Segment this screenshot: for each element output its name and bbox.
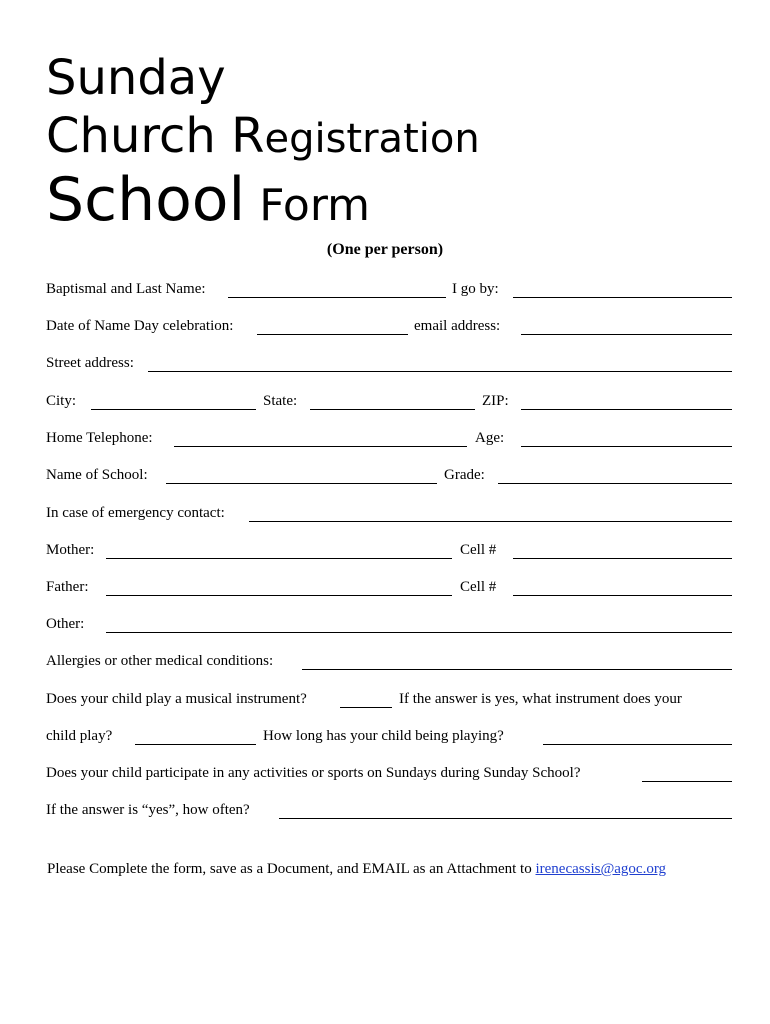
form-row-name <box>46 281 732 301</box>
father-cell-label: Cell # <box>460 579 497 595</box>
state-label: State: <box>263 393 298 409</box>
mother-cell-field[interactable] <box>513 558 732 559</box>
baptismal-name-label: Baptismal and Last Name: <box>46 281 206 297</box>
street-label: Street address: <box>46 355 134 371</box>
child-play-label: child play? <box>46 728 113 744</box>
how-often-label: If the answer is “yes”, how often? <box>46 802 250 818</box>
email-field[interactable] <box>521 334 732 335</box>
city-field[interactable] <box>91 409 256 410</box>
title-form-text: Form <box>245 180 371 231</box>
name-day-label: Date of Name Day celebration: <box>46 318 234 334</box>
title-line-sunday: Sunday <box>46 50 226 106</box>
zip-field[interactable] <box>521 409 732 410</box>
baptismal-name-field[interactable] <box>228 297 446 298</box>
allergies-field[interactable] <box>302 669 732 670</box>
grade-field[interactable] <box>498 483 732 484</box>
how-often-field[interactable] <box>279 818 732 819</box>
allergies-label: Allergies or other medical conditions: <box>46 653 274 669</box>
title-line-church-registration <box>46 108 480 164</box>
go-by-field[interactable] <box>513 297 732 298</box>
emergency-field[interactable] <box>249 521 732 522</box>
father-cell-field[interactable] <box>513 595 732 596</box>
email-link[interactable]: irenecassis@agoc.org <box>535 861 667 877</box>
school-field[interactable] <box>166 483 437 484</box>
form-row-father <box>46 579 732 599</box>
footer-instructions <box>47 861 666 878</box>
father-field[interactable] <box>106 595 452 596</box>
school-label: Name of School: <box>46 467 148 483</box>
form-row-instrument <box>46 691 732 711</box>
zip-label: ZIP: <box>482 393 509 409</box>
sundays-question-label: Does your child participate in any activities or sports on Sundays during Sunday School? <box>46 765 581 781</box>
age-label: Age: <box>475 430 505 446</box>
street-field[interactable] <box>148 371 732 372</box>
form-row-how-often <box>46 802 732 822</box>
age-field[interactable] <box>521 446 732 447</box>
other-field[interactable] <box>106 632 732 633</box>
go-by-label: I go by: <box>452 281 499 297</box>
instrument-name-field[interactable] <box>135 744 256 745</box>
mother-field[interactable] <box>106 558 452 559</box>
title-registration-text: egistration <box>264 116 480 162</box>
form-row-street <box>46 355 732 375</box>
state-field[interactable] <box>310 409 475 410</box>
form-row-mother <box>46 542 732 562</box>
grade-label: Grade: <box>444 467 485 483</box>
how-long-field[interactable] <box>543 744 732 745</box>
father-label: Father: <box>46 579 89 595</box>
city-label: City: <box>46 393 77 409</box>
title-line-school-form <box>46 165 371 235</box>
emergency-label: In case of emergency contact: <box>46 505 225 521</box>
other-label: Other: <box>46 616 85 632</box>
mother-label: Mother: <box>46 542 95 558</box>
form-row-sundays <box>46 765 732 785</box>
form-row-allergies <box>46 653 732 673</box>
email-label: email address: <box>414 318 501 334</box>
name-day-field[interactable] <box>257 334 408 335</box>
instrument-which-label: If the answer is yes, what instrument does your <box>399 691 682 707</box>
footer-text: Please Complete the form, save as a Document, and EMAIL as an Attachment to <box>47 861 536 877</box>
form-row-child-play <box>46 728 732 748</box>
form-row-city <box>46 393 732 413</box>
form-row-other <box>46 616 732 636</box>
instrument-question-label: Does your child play a musical instrument? <box>46 691 307 707</box>
sundays-answer-field[interactable] <box>642 781 732 782</box>
form-row-school <box>46 467 732 487</box>
subtitle: (One per person) <box>326 241 444 258</box>
mother-cell-label: Cell # <box>460 542 497 558</box>
form-row-nameday <box>46 318 732 338</box>
home-phone-label: Home Telephone: <box>46 430 153 446</box>
form-row-phone <box>46 430 732 450</box>
how-long-label: How long has your child being playing? <box>263 728 504 744</box>
instrument-answer-field[interactable] <box>340 707 392 708</box>
title-school-text: School <box>46 165 246 235</box>
form-row-emergency <box>46 505 732 525</box>
title-church-text: Church R <box>46 108 265 164</box>
home-phone-field[interactable] <box>174 446 467 447</box>
